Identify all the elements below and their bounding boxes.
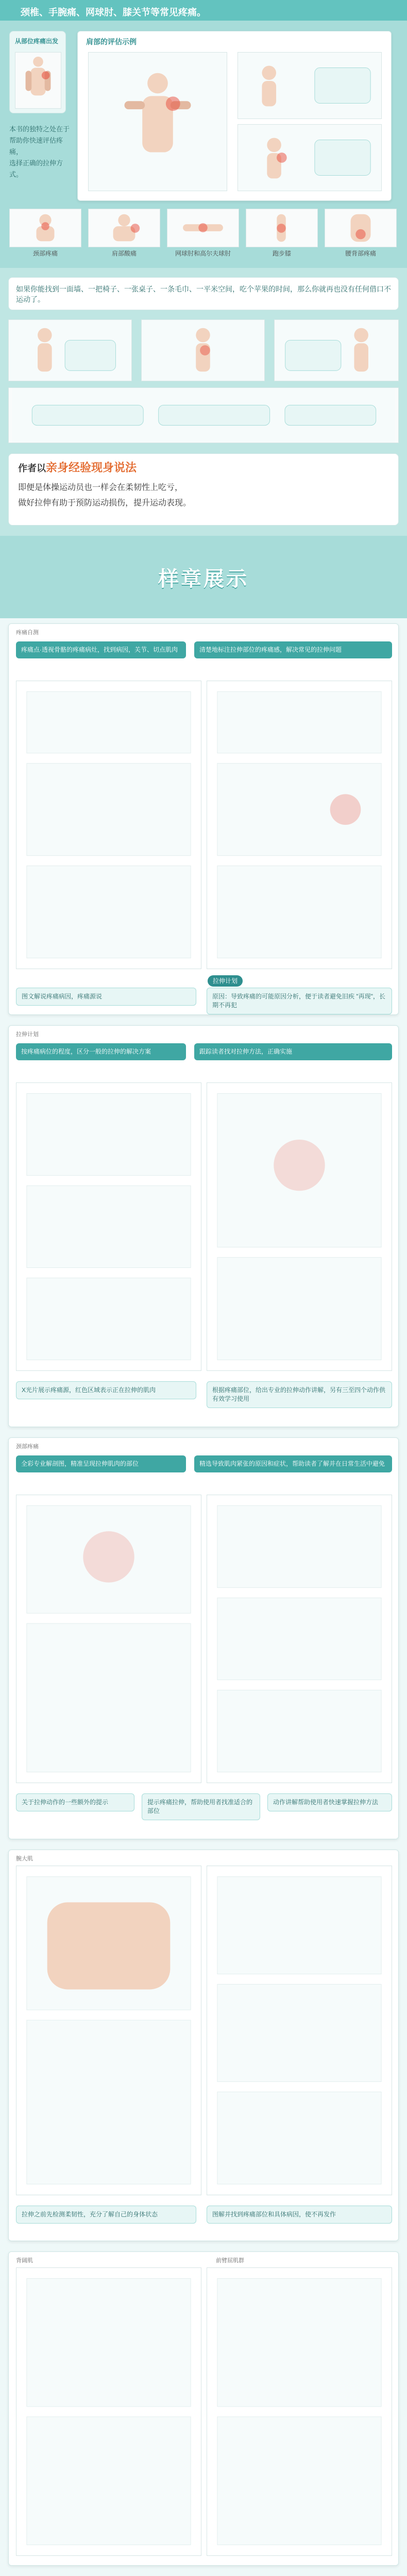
caption-back: 腰背部疼痛 [345, 250, 376, 257]
sample-note-10: 全彩专业解剖图，精准呈现拉伸肌肉的部位 [16, 1455, 186, 1472]
intro-paragraph-box [8, 277, 399, 310]
sample-note-1: 疼痛点·透视骨骼的疼痛病灶，找到病因，关节、切点肌肉 [16, 641, 186, 658]
figure-back [325, 209, 397, 247]
sample-page-4 [8, 1850, 399, 2241]
strap-body-2: 做好拉伸有助于预防运动损伤，提升运动表现。 [18, 499, 192, 507]
sample-callout-1: 图文解说疼痛病因，疼痛源说 [16, 988, 196, 1006]
intro-figure-2 [141, 319, 265, 381]
assessment-figure-right-top [238, 52, 382, 119]
hero-band [0, 0, 407, 268]
figure-torso [15, 52, 61, 109]
sample-page-3-label: 颈部疼痛 [16, 1444, 39, 1450]
sample-page-4-figure-left [16, 1866, 201, 2195]
assessment-figure-left [88, 52, 227, 191]
sample-callout-3: X光片展示疼痛源，红色区域表示正在拉伸的肌肉 [16, 1381, 196, 1399]
figure-knee [246, 209, 318, 247]
caption-knee: 跑步膝 [272, 250, 291, 257]
sample-page-2-figure-right [207, 1082, 392, 1371]
side-text-1: 本书的独特之处在于 [9, 125, 70, 133]
sample-page-5-figure-left [16, 2267, 201, 2556]
assessment-figure-right-bottom [238, 124, 382, 191]
hero-sidebar-card [9, 31, 66, 113]
intro-paragraph: 如果你能找到一面墙、一把椅子、一张桌子、一条毛巾、一平米空间，吃个苹果的时间，那么你就再也没有任何借口不运动了。 [16, 285, 391, 303]
figure-neck [9, 209, 81, 247]
hero-side-text [9, 124, 71, 201]
strap-highlight: 亲身经验现身说法 [46, 461, 137, 474]
hero-assessment-card [77, 31, 392, 201]
intro-image-row [8, 319, 399, 443]
sample-callout-9: 图解并找到疼痛部位和具体病因，使不再发作 [207, 2206, 392, 2224]
sample-page-3 [8, 1437, 399, 1839]
intro-figure-3 [274, 319, 399, 381]
intro-figure-1 [8, 319, 132, 381]
sample-page-4-figure-right [207, 1866, 392, 2195]
hero-title-line: 颈椎、手腕痛、网球肘、膝关节等常见疼痛。 [21, 7, 206, 18]
figure-elbow [167, 209, 239, 247]
intro-strap-box [8, 453, 399, 526]
sample-page-1-figure-right [207, 681, 392, 969]
intro-figure-wide [8, 387, 399, 443]
sample-page-1-label: 疼痛自测 [16, 630, 39, 636]
sample-callout-6: 提示疼痛拉伸，帮助使用者找准适合的部位 [142, 1793, 260, 1820]
sample-note-6: 按疼痛病位的程度，区分一般的拉伸的解决方案 [16, 1043, 186, 1060]
sample-callout-4: 根据疼痛部位，给出专业的拉伸动作讲解，另有三至四个动作供有效学习使用 [207, 1381, 392, 1408]
caption-elbow: 网球肘和高尔夫球肘 [175, 250, 231, 257]
sample-note-11: 精选导致肌肉紧张的原因和症状，帮助读者了解并在日常生活中避免 [194, 1455, 392, 1472]
sample-page-1-pill: 拉伸计划 [208, 975, 243, 987]
sample-callout-8: 拉伸之前先检测柔韧性，充分了解自己的身体状态 [16, 2206, 196, 2224]
hero-figure-strip [9, 209, 398, 260]
strap-prefix: 作者以 [18, 463, 46, 473]
sample-page-6-label: 前臂屈肌群 [216, 2258, 244, 2264]
sample-callout-7: 动作讲解帮助使用者快速掌握拉伸方法 [267, 1793, 392, 1811]
side-text-2: 帮助你快速评估疼痛， [9, 137, 63, 156]
sample-page-4-label: 腕大肌 [16, 1856, 33, 1862]
sample-callout-5: 关于拉伸动作的一些额外的提示 [16, 1793, 134, 1811]
caption-neck: 颈部疼痛 [32, 250, 58, 257]
sample-page-3-figure-right [207, 1495, 392, 1783]
strap-body-1: 即便是体操运动员也一样会在柔韧性上吃亏， [18, 483, 183, 492]
caption-shoulder: 肩部酸痛 [111, 250, 137, 257]
samples-title: 样章展示 [158, 568, 249, 590]
sample-page-2-figure-left [16, 1082, 201, 1371]
sample-note-7: 跟踪读者找对拉伸方法，正确实施 [194, 1043, 392, 1060]
samples-band [0, 618, 407, 2576]
sidebar-note: 从部位疼痛出发 [15, 38, 59, 45]
sample-callout-2: 原因：导致疼痛的可能原因分析，便于读者避免旧疾 "再现"，长期不再犯 [207, 988, 392, 1014]
sample-page-1-figure-left [16, 681, 201, 969]
side-text-3: 选择正确的拉伸方式。 [9, 159, 63, 178]
samples-header-band [0, 536, 407, 618]
sample-page-5-label: 背阔肌 [16, 2258, 33, 2264]
sample-page-5-figure-right [207, 2267, 392, 2556]
sample-note-2: 清楚地标注拉伸部位的疼痛感，解决常见的拉伸问题 [194, 641, 392, 658]
figure-shoulder [88, 209, 160, 247]
sample-page-2-label: 拉伸计划 [16, 1031, 39, 1038]
assessment-caption: 肩部的评估示例 [86, 38, 137, 46]
sample-page-2 [8, 1025, 399, 1427]
sample-page-3-figure-left [16, 1495, 201, 1783]
intro-band [0, 268, 407, 536]
sample-page-5 [8, 2251, 399, 2566]
sample-page-1 [8, 623, 399, 1015]
